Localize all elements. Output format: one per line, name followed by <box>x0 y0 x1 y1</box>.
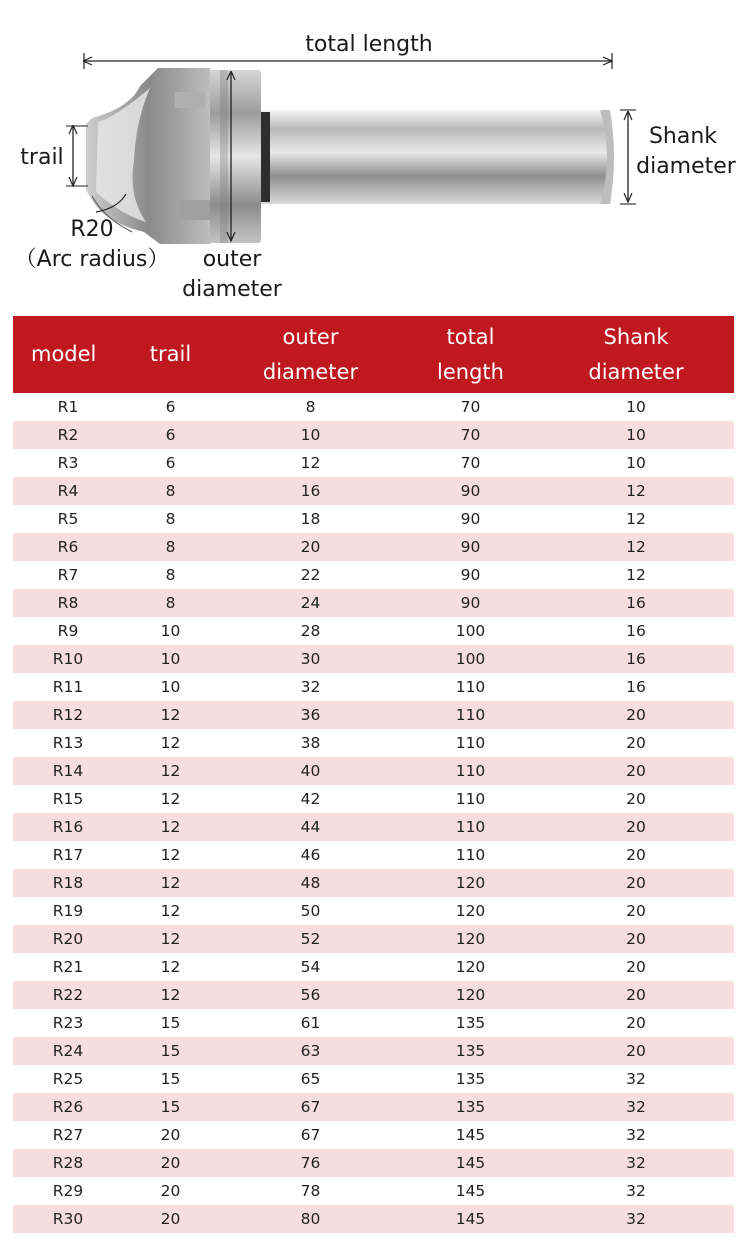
cell-total-length: 120 <box>403 953 538 981</box>
cell-outer-diameter: 12 <box>218 449 403 477</box>
cell-model: R2 <box>13 421 123 449</box>
cell-shank-diameter: 32 <box>538 1121 734 1149</box>
cell-total-length: 110 <box>403 673 538 701</box>
cell-shank-diameter: 20 <box>538 813 734 841</box>
shank-diameter-label-line1: Shank <box>648 124 718 149</box>
cell-total-length: 120 <box>403 897 538 925</box>
table-row <box>13 869 734 897</box>
cell-shank-diameter: 32 <box>538 1205 734 1233</box>
cell-trail: 15 <box>123 1065 218 1093</box>
cell-shank-diameter: 12 <box>538 561 734 589</box>
header-shank-line2: diameter <box>588 359 684 384</box>
header-outer-diameter <box>218 316 403 393</box>
table-row <box>13 477 734 505</box>
cell-total-length: 135 <box>403 1093 538 1121</box>
cell-model: R12 <box>13 701 123 729</box>
cell-total-length: 110 <box>403 701 538 729</box>
spec-table-body <box>13 393 734 1233</box>
trail-label: trail <box>20 145 64 170</box>
cell-outer-diameter: 48 <box>218 869 403 897</box>
cell-shank-diameter: 32 <box>538 1065 734 1093</box>
cell-shank-diameter: 20 <box>538 1009 734 1037</box>
cell-total-length: 90 <box>403 477 538 505</box>
cell-trail: 20 <box>123 1205 218 1233</box>
cutter-diagram <box>0 0 750 312</box>
cell-outer-diameter: 54 <box>218 953 403 981</box>
cell-shank-diameter: 20 <box>538 897 734 925</box>
cell-trail: 12 <box>123 757 218 785</box>
cell-model: R1 <box>13 393 123 421</box>
cell-trail: 20 <box>123 1121 218 1149</box>
cell-model: R13 <box>13 729 123 757</box>
cell-model: R15 <box>13 785 123 813</box>
cell-outer-diameter: 8 <box>218 393 403 421</box>
cell-shank-diameter: 20 <box>538 953 734 981</box>
table-row <box>13 589 734 617</box>
cell-model: R8 <box>13 589 123 617</box>
cell-outer-diameter: 38 <box>218 729 403 757</box>
table-row <box>13 1205 734 1233</box>
cell-model: R14 <box>13 757 123 785</box>
spec-table <box>13 316 734 1233</box>
cell-shank-diameter: 16 <box>538 617 734 645</box>
cell-model: R17 <box>13 841 123 869</box>
cell-model: R30 <box>13 1205 123 1233</box>
cell-model: R19 <box>13 897 123 925</box>
cell-total-length: 100 <box>403 617 538 645</box>
cell-model: R10 <box>13 645 123 673</box>
cell-shank-diameter: 10 <box>538 449 734 477</box>
arc-radius-label-line1: R20 <box>70 217 114 242</box>
cell-total-length: 110 <box>403 813 538 841</box>
cell-trail: 20 <box>123 1149 218 1177</box>
cell-shank-diameter: 20 <box>538 841 734 869</box>
table-row <box>13 1037 734 1065</box>
insert-top <box>175 92 205 108</box>
cell-outer-diameter: 32 <box>218 673 403 701</box>
cell-model: R7 <box>13 561 123 589</box>
cell-outer-diameter: 28 <box>218 617 403 645</box>
cell-outer-diameter: 63 <box>218 1037 403 1065</box>
cell-model: R27 <box>13 1121 123 1149</box>
cell-outer-diameter: 44 <box>218 813 403 841</box>
cell-outer-diameter: 65 <box>218 1065 403 1093</box>
table-row <box>13 813 734 841</box>
insert-bottom <box>178 200 210 220</box>
cell-total-length: 120 <box>403 869 538 897</box>
cell-model: R6 <box>13 533 123 561</box>
cell-total-length: 90 <box>403 589 538 617</box>
cell-shank-diameter: 32 <box>538 1149 734 1177</box>
cell-total-length: 120 <box>403 981 538 1009</box>
cell-total-length: 70 <box>403 393 538 421</box>
cell-trail: 12 <box>123 841 218 869</box>
cell-outer-diameter: 56 <box>218 981 403 1009</box>
table-row <box>13 729 734 757</box>
header-shank-diameter <box>538 316 734 393</box>
cell-outer-diameter: 10 <box>218 421 403 449</box>
cell-outer-diameter: 78 <box>218 1177 403 1205</box>
header-total-length <box>403 316 538 393</box>
cell-shank-diameter: 20 <box>538 1037 734 1065</box>
cell-total-length: 70 <box>403 421 538 449</box>
cell-total-length: 145 <box>403 1121 538 1149</box>
cell-total-length: 100 <box>403 645 538 673</box>
cell-outer-diameter: 50 <box>218 897 403 925</box>
cell-shank-diameter: 16 <box>538 645 734 673</box>
cell-trail: 8 <box>123 533 218 561</box>
cell-total-length: 90 <box>403 533 538 561</box>
cell-total-length: 90 <box>403 505 538 533</box>
cell-outer-diameter: 67 <box>218 1093 403 1121</box>
cell-trail: 12 <box>123 813 218 841</box>
cell-total-length: 135 <box>403 1009 538 1037</box>
cell-trail: 12 <box>123 869 218 897</box>
table-row <box>13 897 734 925</box>
cell-model: R24 <box>13 1037 123 1065</box>
cell-model: R4 <box>13 477 123 505</box>
cell-model: R5 <box>13 505 123 533</box>
cell-total-length: 110 <box>403 729 538 757</box>
cell-shank-diameter: 16 <box>538 673 734 701</box>
cell-model: R23 <box>13 1009 123 1037</box>
cell-trail: 6 <box>123 449 218 477</box>
header-model: model <box>13 316 123 393</box>
cell-trail: 15 <box>123 1037 218 1065</box>
cutter-shank <box>260 110 610 204</box>
cell-model: R21 <box>13 953 123 981</box>
cell-model: R22 <box>13 981 123 1009</box>
header-total-line1: total <box>446 324 495 349</box>
arc-radius-label-line2: （Arc radius） <box>14 247 170 272</box>
table-row <box>13 1093 734 1121</box>
cell-trail: 15 <box>123 1093 218 1121</box>
cell-trail: 10 <box>123 673 218 701</box>
table-row <box>13 757 734 785</box>
body-edge-shade <box>220 70 228 243</box>
cell-outer-diameter: 42 <box>218 785 403 813</box>
cell-outer-diameter: 46 <box>218 841 403 869</box>
cell-total-length: 135 <box>403 1065 538 1093</box>
cell-total-length: 135 <box>403 1037 538 1065</box>
header-outer-line1: outer <box>282 324 339 349</box>
cell-shank-diameter: 20 <box>538 981 734 1009</box>
cell-trail: 12 <box>123 925 218 953</box>
table-row <box>13 561 734 589</box>
cell-outer-diameter: 67 <box>218 1121 403 1149</box>
table-row <box>13 393 734 421</box>
cell-trail: 12 <box>123 897 218 925</box>
header-trail: trail <box>123 316 218 393</box>
table-row <box>13 1065 734 1093</box>
cell-model: R11 <box>13 673 123 701</box>
cell-total-length: 145 <box>403 1177 538 1205</box>
cell-shank-diameter: 32 <box>538 1093 734 1121</box>
cell-total-length: 110 <box>403 757 538 785</box>
cell-outer-diameter: 18 <box>218 505 403 533</box>
table-row <box>13 1177 734 1205</box>
shank-diameter-label-line2: diameter <box>636 154 736 179</box>
cell-outer-diameter: 76 <box>218 1149 403 1177</box>
cell-shank-diameter: 20 <box>538 869 734 897</box>
cell-model: R25 <box>13 1065 123 1093</box>
cell-shank-diameter: 12 <box>538 477 734 505</box>
cell-trail: 20 <box>123 1177 218 1205</box>
spec-table-header <box>13 316 734 393</box>
cell-outer-diameter: 24 <box>218 589 403 617</box>
cell-total-length: 110 <box>403 785 538 813</box>
table-row <box>13 645 734 673</box>
cell-total-length: 120 <box>403 925 538 953</box>
cell-model: R20 <box>13 925 123 953</box>
cell-trail: 8 <box>123 477 218 505</box>
cell-shank-diameter: 16 <box>538 589 734 617</box>
cell-outer-diameter: 80 <box>218 1205 403 1233</box>
cell-shank-diameter: 20 <box>538 757 734 785</box>
cell-total-length: 145 <box>403 1205 538 1233</box>
cell-outer-diameter: 16 <box>218 477 403 505</box>
cell-shank-diameter: 20 <box>538 701 734 729</box>
header-total-line2: length <box>437 359 504 384</box>
total-length-label: total length <box>305 32 433 57</box>
cell-outer-diameter: 61 <box>218 1009 403 1037</box>
cell-trail: 6 <box>123 421 218 449</box>
cell-trail: 10 <box>123 617 218 645</box>
cell-outer-diameter: 36 <box>218 701 403 729</box>
cell-total-length: 110 <box>403 841 538 869</box>
cell-model: R9 <box>13 617 123 645</box>
cell-trail: 12 <box>123 729 218 757</box>
cell-outer-diameter: 20 <box>218 533 403 561</box>
table-row <box>13 1009 734 1037</box>
cell-outer-diameter: 22 <box>218 561 403 589</box>
table-row <box>13 1121 734 1149</box>
table-row <box>13 701 734 729</box>
table-row <box>13 449 734 477</box>
table-row <box>13 617 734 645</box>
cell-total-length: 70 <box>403 449 538 477</box>
cell-shank-diameter: 10 <box>538 393 734 421</box>
cell-trail: 15 <box>123 1009 218 1037</box>
cell-trail: 12 <box>123 701 218 729</box>
cell-model: R16 <box>13 813 123 841</box>
cell-total-length: 145 <box>403 1149 538 1177</box>
cell-trail: 12 <box>123 785 218 813</box>
outer-diameter-label-line2: diameter <box>182 277 282 302</box>
table-row <box>13 421 734 449</box>
cell-outer-diameter: 40 <box>218 757 403 785</box>
cell-total-length: 90 <box>403 561 538 589</box>
table-row <box>13 953 734 981</box>
cell-trail: 8 <box>123 561 218 589</box>
cell-trail: 12 <box>123 953 218 981</box>
table-row <box>13 785 734 813</box>
table-row <box>13 533 734 561</box>
cell-model: R26 <box>13 1093 123 1121</box>
cell-trail: 8 <box>123 589 218 617</box>
cell-shank-diameter: 20 <box>538 729 734 757</box>
outer-diameter-label-line1: outer <box>202 247 262 272</box>
cell-trail: 10 <box>123 645 218 673</box>
cell-shank-diameter: 12 <box>538 505 734 533</box>
table-row <box>13 673 734 701</box>
cell-trail: 6 <box>123 393 218 421</box>
table-row <box>13 981 734 1009</box>
header-shank-line1: Shank <box>603 324 669 349</box>
table-row <box>13 505 734 533</box>
cell-trail: 12 <box>123 981 218 1009</box>
cell-trail: 8 <box>123 505 218 533</box>
cell-model: R3 <box>13 449 123 477</box>
cell-outer-diameter: 52 <box>218 925 403 953</box>
cell-shank-diameter: 20 <box>538 785 734 813</box>
cell-model: R18 <box>13 869 123 897</box>
cell-shank-diameter: 32 <box>538 1177 734 1205</box>
cell-shank-diameter: 20 <box>538 925 734 953</box>
cell-outer-diameter: 30 <box>218 645 403 673</box>
cell-model: R28 <box>13 1149 123 1177</box>
cell-shank-diameter: 12 <box>538 533 734 561</box>
table-row <box>13 841 734 869</box>
cell-shank-diameter: 10 <box>538 421 734 449</box>
cell-model: R29 <box>13 1177 123 1205</box>
table-row <box>13 925 734 953</box>
header-outer-line2: diameter <box>262 359 359 384</box>
table-row <box>13 1149 734 1177</box>
